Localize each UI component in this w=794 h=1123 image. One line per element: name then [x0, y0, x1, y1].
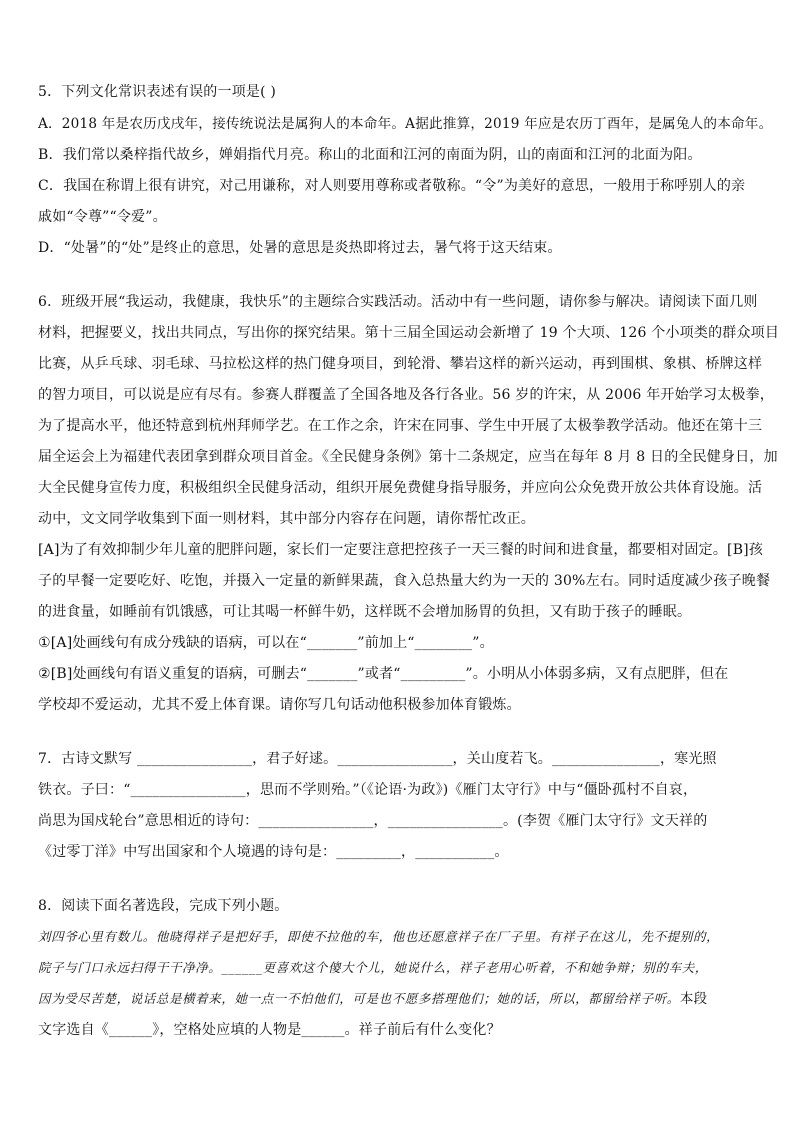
q8-excerpt-line: 刘四爷心里有数儿。他晓得祥子是把好手，即使不拉他的车，他也还愿意祥子在厂子里。有祥子在这儿，先不提别的， [38, 929, 720, 944]
q6-line: 的进食量，如睡前有饥饿感，可让其喝一杯鲜牛奶，这样既不会增加肠胃的负担，又有助于孩子的睡眠。 [38, 604, 692, 620]
q6-line: 届全运会上为福建代表团拿到群众项目首金。《全民健身条例》第十二条规定，应当在每年 8 月 8 日的全民健身日，加 [38, 449, 778, 465]
q7-line: 尚思为国戍轮台”意思相近的诗句：________________，________________。(李贺《雁门太守行》文天祥的 [38, 813, 708, 829]
q5-option-a: A．2018 年是农历戊戌年，接传统说法是属狗人的本命年。A据此推算，2019 年应是农历丁酉年，是属兔人的本命年。 [38, 116, 773, 132]
q6-line: 大全民健身宣传力度，积极组织全民健身活动，组织开展免费健身指导服务，并应向公众免费开放公共体育设施。活 [38, 480, 763, 496]
q8-excerpt-line-3 [38, 989, 764, 1009]
q6-line: 材料，把握要义，找出共同点，写出你的探究结果。第十三届全国运动会新增了 19 个大项、126 个小项类的群众项目 [38, 325, 780, 341]
q8-question: 文字选自《______》，空格处应填的人物是______。祥子前后有什么变化？ [38, 1022, 501, 1038]
q7-line: 7．古诗文默写 ________________，君子好逑。________________，关山度若飞。_______________，寒光照 [38, 751, 717, 767]
q7-line: 铁衣。子曰：“________________，思而不学则殆。”（《论语·为政》)《雁门太守行》中与“僵卧孤村不自哀， [38, 782, 698, 798]
q6-line: 子的早餐一定要吃好、吃饱，并摄入一定量的新鲜果蔬，食入总热量大约为一天的 30%左右。同时适度减少孩子晚餐 [38, 573, 771, 589]
q5-option-c-line2: 戚如“令尊”“令爱”。 [38, 209, 167, 225]
q6-subquestion-2: ②[B]处画线句有语义重复的语病，可删去“_______”或者“_________”。小明从小体弱多病，又有点肥胖，但在 [38, 666, 729, 682]
q5-option-d: D．“处暑”的“处”是终止的意思，处暑的意思是炎热即将过去，暑气将于这天结束。 [38, 240, 562, 256]
q5-option-c-line1: C．我国在称谓上很有讲究，对己用谦称，对人则要用尊称或者敬称。“令”为美好的意思，一般用于称呼别人的亲 [38, 178, 746, 194]
q6-line: 动中，文文同学收集到下面一则材料，其中部分内容存在问题，请你帮忙改正。 [38, 511, 535, 527]
q6-line: 比赛，从乒乓球、羽毛球、马拉松这样的热门健身项目，到轮滑、攀岩这样的新兴运动，再到围棋、象棋、桥牌这样 [38, 356, 763, 372]
q6-subquestion-1: ①[A]处画线句有成分残缺的语病，可以在“_______”前加上“________”。 [38, 635, 494, 651]
q8-stem: 8．阅读下面名著选段，完成下列小题。 [38, 898, 289, 914]
q6-line: 的智力项目，可以说是应有尽有。参赛人群覆盖了全国各地及各行各业。56 岁的许宋，从 2006 年开始学习太极拳， [38, 387, 774, 403]
q5-stem: 5．下列文化常识表述有误的一项是( ) [38, 84, 277, 100]
q8-source-prefix: 本段 [679, 991, 708, 1007]
q7-line: 《过零丁洋》中写出国家和个人境遇的诗句是：_________，___________。 [38, 844, 509, 860]
q6-line: [A]为了有效抑制少年儿童的肥胖问题，家长们一定要注意把控孩子一天三餐的时间和进食量，都要相对固定。[B]孩 [38, 542, 764, 558]
q6-line: 为了提高水平，他还特意到杭州拜师学艺。在工作之余，许宋在同事、学生中开展了太极拳教学活动。他还在第十三 [38, 418, 763, 434]
q5-option-b: B．我们常以桑梓指代故乡，婵娟指代月亮。称山的北面和江河的南面为阴，山的南面和江河的北面为阳。 [38, 147, 702, 163]
q6-line: 6．班级开展“我运动，我健康，我快乐”的主题综合实践活动。活动中有一些问题，请你参与解决。请阅读下面几则 [38, 294, 758, 310]
q8-excerpt-line: 院子与门口永远扫得干干净净。______更喜欢这个傻大个儿，她说什么，祥子老用心听着，不和她争辩；别的车夫， [38, 960, 708, 975]
q6-line: 学校却不爱运动，尤其不爱上体育课。请你写几句话动他积极参加体育锻炼。 [38, 697, 521, 713]
q8-excerpt-text: 因为受尽苦楚，说话总是横着来，她一点一不怕他们，可是也不愿多搭理他们；她的话，所以，都留给祥子听。 [38, 991, 680, 1006]
